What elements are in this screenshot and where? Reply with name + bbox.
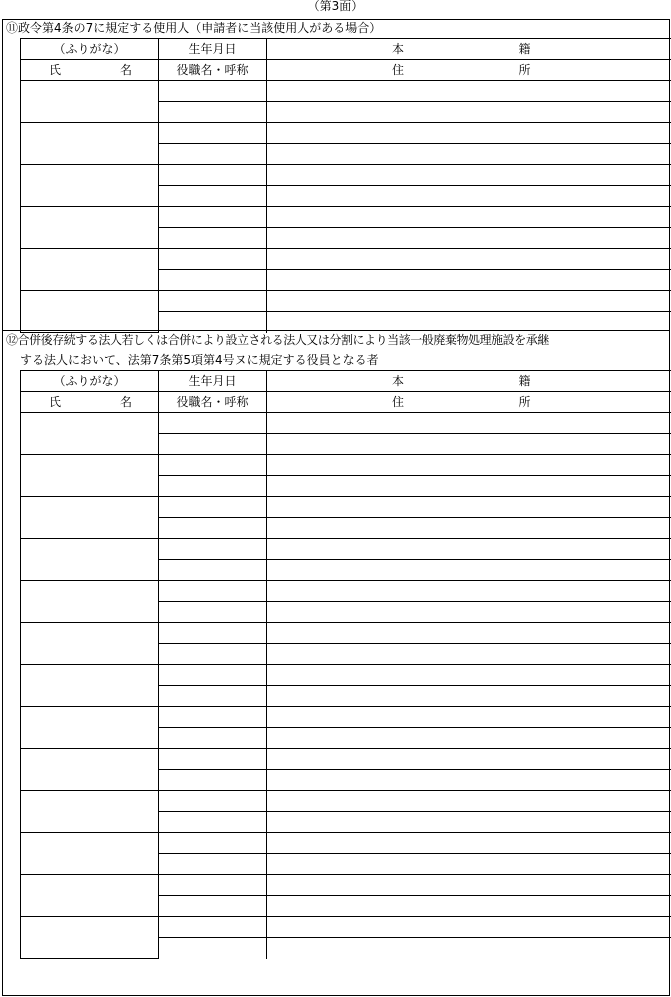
address-cell[interactable]	[267, 270, 671, 291]
address-cell[interactable]	[267, 476, 671, 497]
address-cell[interactable]	[267, 812, 671, 833]
title-header: 役職名・呼称	[159, 392, 267, 413]
address-cell[interactable]	[267, 518, 671, 539]
domicile-cell[interactable]	[267, 165, 671, 186]
birth-date-cell[interactable]	[159, 875, 267, 896]
birth-date-header: 生年月日	[159, 371, 267, 392]
domicile-header: 本 籍	[267, 371, 671, 392]
address-cell[interactable]	[267, 854, 671, 875]
birth-date-cell[interactable]	[159, 623, 267, 644]
birth-date-cell[interactable]	[159, 791, 267, 812]
entry-row	[21, 123, 671, 144]
entry-row	[21, 917, 671, 938]
address-header: 住 所	[267, 392, 671, 413]
entry-row	[21, 791, 671, 812]
entry-row	[21, 81, 671, 102]
title-cell[interactable]	[159, 144, 267, 165]
domicile-cell[interactable]	[267, 81, 671, 102]
domicile-cell[interactable]	[267, 539, 671, 560]
name-cell[interactable]	[21, 291, 159, 333]
address-cell[interactable]	[267, 686, 671, 707]
birth-date-cell[interactable]	[159, 455, 267, 476]
title-cell[interactable]	[159, 644, 267, 665]
birth-date-cell[interactable]	[159, 707, 267, 728]
entry-row	[21, 497, 671, 518]
title-cell[interactable]	[159, 896, 267, 917]
name-cell[interactable]	[21, 123, 159, 165]
address-cell[interactable]	[267, 896, 671, 917]
birth-date-cell[interactable]	[159, 917, 267, 938]
domicile-cell[interactable]	[267, 749, 671, 770]
name-cell[interactable]	[21, 875, 159, 917]
domicile-cell[interactable]	[267, 707, 671, 728]
entry-row	[21, 207, 671, 228]
address-cell[interactable]	[267, 644, 671, 665]
name-cell[interactable]	[21, 749, 159, 791]
header-row-2	[21, 392, 671, 413]
address-cell[interactable]	[267, 770, 671, 791]
title-cell[interactable]	[159, 518, 267, 539]
name-cell[interactable]	[21, 455, 159, 497]
title-cell[interactable]	[159, 434, 267, 455]
address-cell[interactable]	[267, 728, 671, 749]
section-12-heading-line2: する法人において、法第7条第5項第4号ヌに規定する役員となる者	[20, 353, 379, 367]
domicile-cell[interactable]	[267, 875, 671, 896]
domicile-cell[interactable]	[267, 833, 671, 854]
birth-date-cell[interactable]	[159, 291, 267, 312]
entry-row	[21, 623, 671, 644]
address-cell[interactable]	[267, 938, 671, 959]
header-row-1	[21, 371, 671, 392]
title-header: 役職名・呼称	[159, 60, 267, 81]
birth-date-cell[interactable]	[159, 581, 267, 602]
birth-date-cell[interactable]	[159, 81, 267, 102]
title-cell[interactable]	[159, 270, 267, 291]
name-cell[interactable]	[21, 791, 159, 833]
name-cell[interactable]	[21, 249, 159, 291]
section-11-heading: ⑪政令第4条の7に規定する使用人（申請者に当該使用人がある場合）	[6, 21, 382, 35]
furigana-header: （ふりがな）	[21, 371, 159, 392]
name-cell[interactable]	[21, 707, 159, 749]
domicile-cell[interactable]	[267, 497, 671, 518]
birth-date-cell[interactable]	[159, 665, 267, 686]
title-cell[interactable]	[159, 938, 267, 959]
title-cell[interactable]	[159, 476, 267, 497]
section-divider	[2, 330, 670, 331]
title-cell[interactable]	[159, 686, 267, 707]
entry-row	[21, 581, 671, 602]
page-title: （第3面）	[307, 0, 364, 13]
entry-row	[21, 455, 671, 476]
address-cell[interactable]	[267, 434, 671, 455]
name-cell[interactable]	[21, 623, 159, 665]
header-row-1	[21, 39, 671, 60]
name-cell[interactable]	[21, 665, 159, 707]
entry-row	[21, 749, 671, 770]
domicile-cell[interactable]	[267, 791, 671, 812]
name-cell[interactable]	[21, 581, 159, 623]
domicile-cell[interactable]	[267, 623, 671, 644]
entry-row	[21, 707, 671, 728]
domicile-cell[interactable]	[267, 291, 671, 312]
address-cell[interactable]	[267, 186, 671, 207]
title-cell[interactable]	[159, 854, 267, 875]
domicile-header: 本 籍	[267, 39, 671, 60]
name-cell[interactable]	[21, 917, 159, 959]
title-cell[interactable]	[159, 602, 267, 623]
domicile-cell[interactable]	[267, 207, 671, 228]
domicile-cell[interactable]	[267, 249, 671, 270]
name-cell[interactable]	[21, 833, 159, 875]
birth-date-cell[interactable]	[159, 497, 267, 518]
title-cell[interactable]	[159, 770, 267, 791]
birth-date-header: 生年月日	[159, 39, 267, 60]
name-cell[interactable]	[21, 497, 159, 539]
section-12-heading-line1: ⑫合併後存続する法人若しくは合併により設立される法人又は分割により当該一般廃棄物処理施設を承継	[6, 333, 549, 347]
birth-date-cell[interactable]	[159, 413, 267, 434]
entry-row	[21, 833, 671, 854]
name-header: 氏 名	[21, 60, 159, 81]
name-cell[interactable]	[21, 207, 159, 249]
address-cell[interactable]	[267, 144, 671, 165]
section-11-table	[20, 38, 671, 333]
name-cell[interactable]	[21, 81, 159, 123]
header-row-2	[21, 60, 671, 81]
entry-row	[21, 539, 671, 560]
birth-date-cell[interactable]	[159, 249, 267, 270]
entry-row	[21, 875, 671, 896]
address-cell[interactable]	[267, 560, 671, 581]
domicile-cell[interactable]	[267, 455, 671, 476]
birth-date-cell[interactable]	[159, 207, 267, 228]
title-cell[interactable]	[159, 228, 267, 249]
title-cell[interactable]	[159, 560, 267, 581]
entry-row	[21, 249, 671, 270]
address-cell[interactable]	[267, 102, 671, 123]
name-cell[interactable]	[21, 539, 159, 581]
title-cell[interactable]	[159, 728, 267, 749]
entry-row	[21, 291, 671, 312]
address-header: 住 所	[267, 60, 671, 81]
domicile-cell[interactable]	[267, 123, 671, 144]
birth-date-cell[interactable]	[159, 539, 267, 560]
title-cell[interactable]	[159, 812, 267, 833]
domicile-cell[interactable]	[267, 413, 671, 434]
domicile-cell[interactable]	[267, 917, 671, 938]
birth-date-cell[interactable]	[159, 833, 267, 854]
address-cell[interactable]	[267, 602, 671, 623]
entry-row	[21, 165, 671, 186]
birth-date-cell[interactable]	[159, 749, 267, 770]
entry-row	[21, 413, 671, 434]
entry-row	[21, 665, 671, 686]
furigana-header: （ふりがな）	[21, 39, 159, 60]
domicile-cell[interactable]	[267, 665, 671, 686]
address-cell[interactable]	[267, 228, 671, 249]
name-cell[interactable]	[21, 165, 159, 207]
section-12-table	[20, 370, 671, 959]
title-cell[interactable]	[159, 186, 267, 207]
birth-date-cell[interactable]	[159, 123, 267, 144]
birth-date-cell[interactable]	[159, 165, 267, 186]
domicile-cell[interactable]	[267, 581, 671, 602]
title-cell[interactable]	[159, 102, 267, 123]
name-header: 氏 名	[21, 392, 159, 413]
name-cell[interactable]	[21, 413, 159, 455]
